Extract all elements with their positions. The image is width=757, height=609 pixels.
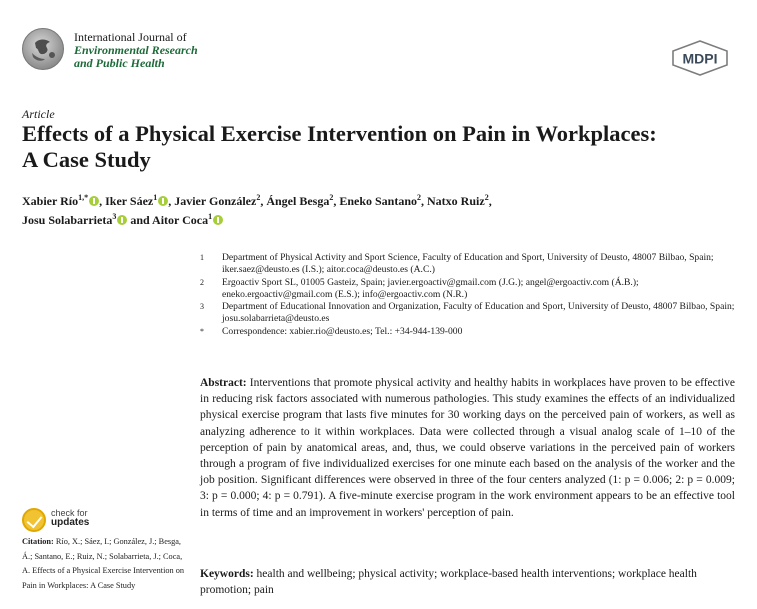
keywords-label: Keywords:: [200, 568, 254, 580]
author-name: Natxo Ruiz: [427, 194, 485, 208]
article-type: Article: [22, 107, 55, 121]
affiliation-item: [200, 252, 735, 277]
author-affiliation-marker: 2: [329, 193, 334, 202]
affiliation-number: 1: [200, 253, 204, 262]
affiliation-text: Department of Physical Activity and Sport Science, Faculty of Education and Sport, University of Deusto, 48007 Bilbao, Spain; iker.saez@deusto.es (I.S.); aitor.coca@deusto.es (A.C.): [222, 252, 714, 276]
author-affiliation-marker: 2: [484, 193, 489, 202]
abstract: [200, 375, 735, 521]
journal-name-part-a: Environmental Research: [74, 43, 198, 57]
affiliation-text: Department of Educational Innovation and Organization, Faculty of Education and Sport, University of Deusto, 48007 Bilbao, Spain; josu.solabarrieta@deusto.es: [222, 301, 735, 325]
orcid-icon[interactable]: [213, 215, 223, 225]
abstract-label: Abstract:: [200, 377, 247, 389]
citation: [22, 535, 190, 593]
author-name: Josu Solabarrieta: [22, 213, 113, 227]
citation-text: Río, X.; Sáez, I.; González, J.; Besga, Á.; Santano, E.; Ruiz, N.; Solabarrieta, J.; Coca, A. Effects of a Physical Exercise Intervention on Pain in Workplaces: A Case Study: [22, 537, 185, 590]
author-affiliation-marker: 3: [112, 212, 117, 221]
author-name: Javier González: [174, 194, 257, 208]
author-affiliation-marker: 1: [208, 212, 213, 221]
author-affiliation-marker: 1: [153, 193, 158, 202]
keywords: [200, 566, 735, 598]
orcid-icon[interactable]: [89, 196, 99, 206]
author-separator: ,: [99, 194, 106, 208]
author-affiliation-marker: 1,*: [78, 193, 89, 202]
orcid-icon[interactable]: [117, 215, 127, 225]
author-name: Iker Sáez: [105, 194, 154, 208]
affiliation-item: [200, 326, 735, 338]
author-affiliation-marker: 2: [256, 193, 261, 202]
author-name: Xabier Río: [22, 194, 79, 208]
paper-title-line1: Effects of a Physical Exercise Intervention on Pain in Workplaces:: [22, 121, 657, 146]
affiliation-item: [200, 301, 735, 326]
check-updates-line1: check for: [51, 508, 88, 518]
journal-name-line2: [74, 44, 274, 70]
affiliation-number: *: [200, 326, 204, 336]
author-separator: ,: [333, 194, 340, 208]
author-name: Aitor Coca: [152, 213, 209, 227]
affiliation-item: [200, 277, 735, 302]
abstract-text: Interventions that promote physical activity and healthy habits in workplaces have proven to be effective in reducing risk factors associated with numerous pathologies. This study examines the effects of an individualized physical exercise program that lasts five minutes for 30 working days on the perceived pain of workers, as well as analyzing adherence to it within workplaces. Data were collected through a visual analog scale of 1–10 of the perception of pain by anatomical areas, and, thus, we could observe variations in the perceived pain of workers through a program of five individualized exercises for one minute each based on the analysis of the worker and the job position. Significant differences were observed in three of the four centers analyzed (1: p = 0.006; 2: p = 0.009; 3: p = 0.000; 4: p = 0.791). A five-minute exercise program in the work environment appears to be an effective tool in terms of time and an improvement in workers' perception of pain.: [200, 377, 735, 519]
paper-title-line2: A Case Study: [22, 147, 151, 172]
mdpi-logo: [671, 40, 729, 76]
author-name: Eneko Santano: [339, 194, 418, 208]
journal-logo-icon: [22, 28, 64, 70]
author-separator: ,: [168, 194, 175, 208]
affiliation-text: Correspondence: xabier.rio@deusto.es; Tel.: +34-944-139-000: [222, 325, 463, 337]
journal-name-part-b: and Public Health: [74, 56, 165, 70]
author-name: Ángel Besga: [266, 194, 330, 208]
check-for-updates-button[interactable]: [22, 508, 142, 534]
affiliation-number: 3: [200, 302, 204, 312]
affiliation-text: Ergoactiv Sport SL, 01005 Gasteiz, Spain; javier.ergoactiv@gmail.com (J.G.); angel@ergoactiv.com (Á.B.); eneko.ergoactiv@gmail.com (E.S.); info@ergoactiv.com (N.R.): [222, 276, 639, 300]
author-affiliation-marker: 2: [417, 193, 422, 202]
author-separator: ,: [488, 194, 492, 208]
orcid-icon[interactable]: [158, 196, 168, 206]
author-separator: ,: [421, 194, 428, 208]
author-separator: and: [127, 213, 153, 227]
author-list: [22, 190, 722, 228]
author-separator: ,: [260, 194, 267, 208]
check-updates-line2: updates: [51, 517, 90, 528]
paper-title: [22, 121, 737, 173]
citation-label: Citation:: [22, 537, 54, 546]
affiliations: [200, 252, 735, 338]
journal-name-line1: International Journal of: [74, 30, 187, 44]
keywords-text: health and wellbeing; physical activity; workplace-based health interventions; workplace health promotion; pain: [200, 568, 697, 597]
check-updates-icon: [22, 508, 46, 532]
mdpi-logo-text: MDPI: [682, 50, 718, 67]
affiliation-number: 2: [200, 277, 204, 287]
